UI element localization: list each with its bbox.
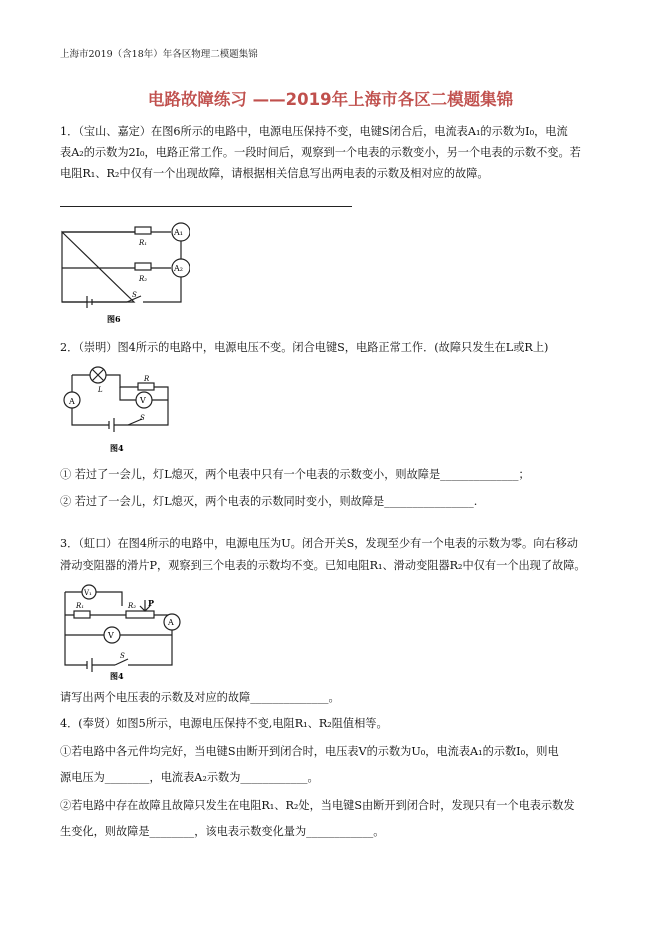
q3-line-3: 请写出两个电压表的示数及对应的故障______________。 — [60, 691, 340, 704]
q1-line-1: 1．（宝山、嘉定）在图6所示的电路中，电源电压保持不变，电键S闭合后，电流表A₁的示数为I₀，电流 — [60, 125, 568, 138]
q3-fig-r1-label: R₁ — [76, 602, 85, 610]
q1-fig-caption: 图6 — [107, 314, 121, 324]
q3-fig-a-label: A — [168, 618, 174, 627]
q1-circuit-diagram — [55, 220, 190, 328]
q1-fig-a2-label: A₂ — [174, 264, 183, 273]
q3-line-1: 3．（虹口）在图4所示的电路中，电源电压为U。闭合开关S，发现至少有一个电表的示数为零。向右移动 — [60, 537, 578, 550]
q3-fig-r2-label: R₂ — [128, 602, 137, 610]
q4-line-4: ②若电路中存在故障且故障只发生在电阻R₁、R₂处，当电键S由断开到闭合时，发现只有一个电表示数发 — [60, 799, 575, 812]
q2-fig-a-label: A — [69, 397, 75, 406]
q2-circuit-diagram — [58, 362, 183, 457]
q4-line-3: 源电压为________，电流表A₂示数为____________。 — [60, 771, 319, 784]
q2-fig-caption: 图4 — [110, 443, 124, 453]
q2-subq-2: ② 若过了一会儿，灯L熄灭，两个电表的示数同时变小，则故障是________________. — [60, 495, 478, 508]
q1-fig-a1-label: A₁ — [174, 228, 183, 237]
q1-answer-line — [60, 206, 352, 207]
q1-line-3: 电阻R₁、R₂中仅有一个出现故障，请根据相关信息写出两电表的示数及相对应的故障。 — [60, 167, 489, 180]
q3-line-2: 滑动变阻器的滑片P，观察到三个电表的示数均不变。已知电阻R₁、滑动变阻器R₂中仅有一个出现了故障。 — [60, 559, 586, 572]
q4-line-1: 4．(奉贤）如图5所示，电源电压保持不变,电阻R₁、R₂阻值相等。 — [60, 717, 388, 730]
q1-line-2: 表A₂的示数为2I₀，电路正常工作。一段时间后，观察到一个电表的示数变小，另一个电表的示数不变。若 — [60, 146, 581, 159]
q3-fig-caption: 图4 — [110, 671, 124, 681]
q3-circuit-diagram — [60, 580, 190, 683]
page-title: 电路故障练习 ——2019年上海市各区二模题集锦 — [147, 90, 514, 109]
q4-line-2: ①若电路中各元件均完好，当电键S由断开到闭合时，电压表V的示数为U₀，电流表A₁的示数I₀，则电 — [60, 745, 559, 758]
q3-fig-p-label: P — [148, 598, 155, 608]
q3-fig-v-label: V — [108, 631, 114, 640]
q3-fig-s-label: S — [120, 652, 125, 660]
q2-subq-1: ① 若过了一会儿，灯L熄灭，两个电表中只有一个电表的示数变小，则故障是______________； — [60, 468, 530, 481]
q2-fig-r-label: R — [144, 375, 150, 383]
q2-line-1: 2．（崇明）图4所示的电路中，电源电压不变。闭合电键S，电路正常工作．(故障只发生在L或R上) — [60, 341, 549, 354]
q1-fig-s-label: S — [132, 291, 137, 299]
q2-fig-v-label: V — [140, 396, 146, 405]
q2-fig-l-label: L — [98, 386, 103, 394]
q4-line-5: 生变化，则故障是________，该电表示数变化量为____________。 — [60, 825, 385, 838]
q1-fig-r2-label: R₂ — [139, 275, 148, 283]
q3-fig-v1-label: V₁ — [84, 589, 92, 597]
q2-fig-s-label: S — [140, 414, 145, 422]
q1-fig-r1-label: R₁ — [139, 239, 148, 247]
page-header: 上海市2019（含18年）年各区物理二模题集锦 — [60, 49, 258, 60]
